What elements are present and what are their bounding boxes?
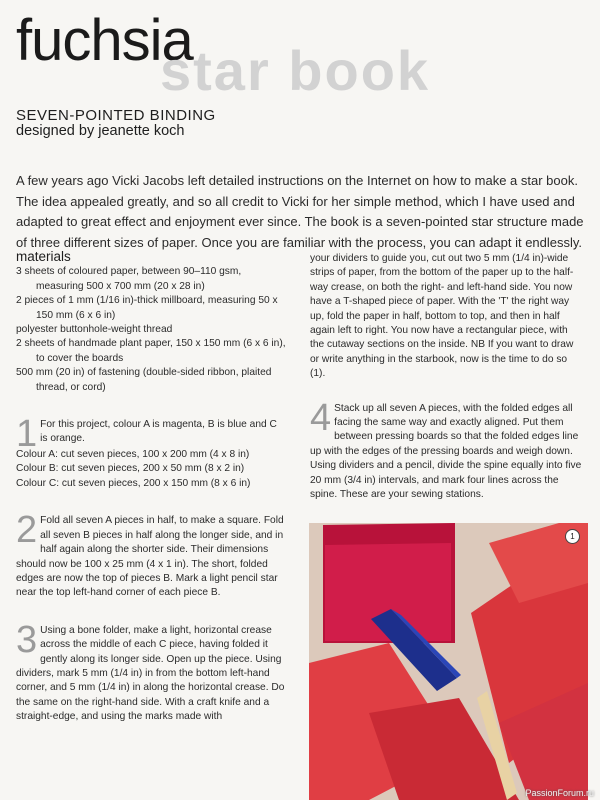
step-3 <box>16 618 286 725</box>
step-text: Using a bone folder, make a light, horizontal crease across the middle of each C piece, having folded it gently along its longer side. Open up the piece. Using dividers, mark 5 mm (1/4 in) in from the bottom left-hand corner, and 5 mm (1/4 in) in along the horizontal crease. Do the same on the right-hand side. With a craft knife and a straight-edge, and using the marks made with <box>16 624 285 723</box>
photo-number-badge: 1 <box>565 529 580 544</box>
subtitle: SEVEN-POINTED BINDING <box>16 107 216 124</box>
step-text: Stack up all seven A pieces, with the folded edges all facing the same way and exactly aligned. Put them between pressing boards so that the folded edges line up with the edges of the pressing boards and weigh down. Using dividers and a pencil, divide the spine equally into five 20 mm (3/4 in) intervals, and mark four lines across the spine. These are your sewing stations. <box>310 402 582 501</box>
photo-illustration <box>309 523 588 800</box>
step-number: 1 <box>16 413 38 456</box>
materials-list <box>16 265 286 395</box>
subtitle-block <box>16 108 216 140</box>
step-text: Fold all seven A pieces in half, to make a square. Fold all seven B pieces in half along the longer side, and in half again along the shorter side. Their dimensions should now be 100 x 25 mm (4 x 1 in). The short, folded edges are now the top of pieces B. Mark a light pencil star near the top left-hand corner of each piece B. <box>16 515 284 599</box>
intro-paragraph: A few years ago Vicki Jacobs left detailed instructions on the Internet on how to make a star book. The idea appealed greatly, and so all credit to Vicki for her simple method, which I have used and adapted to great effect and enjoyment ever since. The book is a seven-pointed star structure made of three different sizes of paper. Once you are familiar with the process, you can adapt it endlessly. <box>16 173 584 250</box>
materials-item: polyester buttonhole-weight thread <box>16 324 173 336</box>
left-column <box>16 250 286 725</box>
step-number: 3 <box>16 618 38 661</box>
page-title-ghost: star book <box>160 39 431 102</box>
credit: designed by jeanette koch <box>16 122 185 139</box>
step-4 <box>310 396 582 503</box>
step-line: Colour C: cut seven pieces, 200 x 150 mm (8 x 6 in) <box>16 477 251 489</box>
step-number: 4 <box>310 396 332 439</box>
step-3-continuation: your dividers to guide you, cut out two 5 mm (1/4 in)-wide strips of paper, from the bottom of the paper up to the half-way crease, on both the right- and left-hand side. You now have a T-shaped piece of paper. With the 'T' the right way up, fold the paper in half, bottom to top, and then in half again left to right. You now have a rectangular piece, with the cutaway sections on the inside. NB If you want to draw or write anything in the starbook, now is the time to do so (1). <box>310 253 574 380</box>
materials-item: 2 pieces of 1 mm (1/16 in)-thick millboard, measuring 50 x 150 mm (6 x 6 in) <box>16 295 278 321</box>
project-photo <box>309 523 588 800</box>
materials-heading: materials <box>16 249 71 264</box>
right-column <box>310 252 582 503</box>
step-line: Colour A: cut seven pieces, 100 x 200 mm (4 x 8 in) <box>16 449 250 461</box>
materials-item: 3 sheets of coloured paper, between 90–110 gsm, measuring 500 x 700 mm (20 x 28 in) <box>16 266 242 292</box>
step-number: 2 <box>16 509 38 552</box>
step-2 <box>16 509 286 600</box>
watermark: PassionForum.ru <box>525 788 594 798</box>
materials-item: 2 sheets of handmade plant paper, 150 x 150 mm (6 x 6 in), to cover the boards <box>16 338 286 364</box>
page-title: fuchsia <box>16 8 193 73</box>
step-lead: For this project, colour A is magenta, B is blue and C is orange. <box>40 419 277 445</box>
step-line: Colour B: cut seven pieces, 200 x 50 mm (8 x 2 in) <box>16 463 245 475</box>
step-1 <box>16 413 286 491</box>
materials-item: 500 mm (20 in) of fastening (double-sided ribbon, plaited thread, or cord) <box>16 367 272 393</box>
